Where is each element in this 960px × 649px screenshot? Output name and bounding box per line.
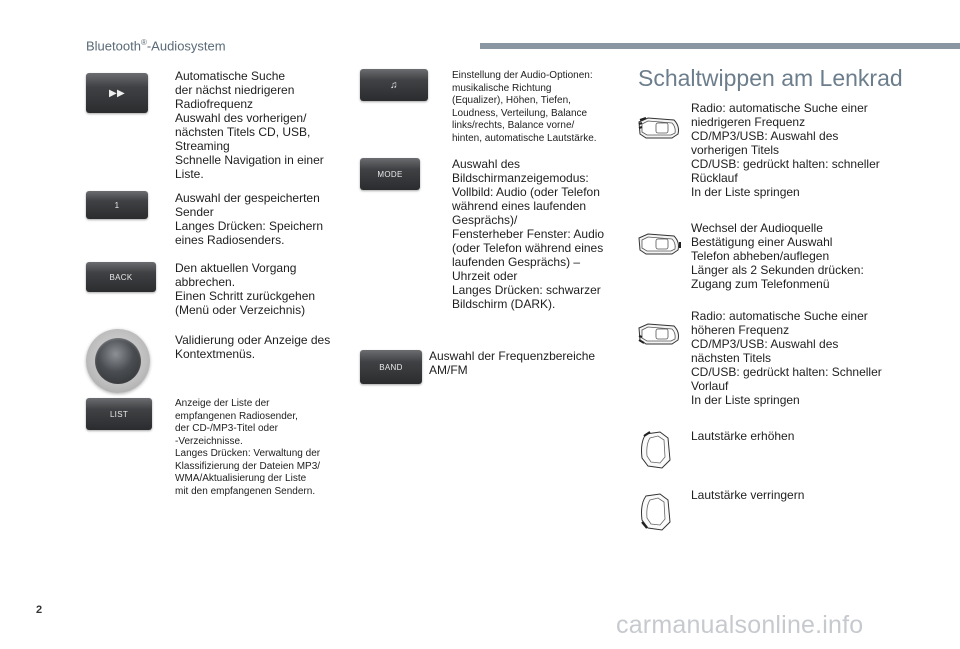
section-header: Bluetooth®-Audiosystem — [86, 38, 226, 54]
preset-description: Auswahl der gespeicherten Sender Langes Drücken: Speichern eines Radiosenders. — [175, 191, 324, 247]
steering-seek-up-description: Radio: automatische Suche einer höheren Frequenz CD/MP3/USB: Auswahl des nächsten Titels CD/USB: gedrückt halten: Schneller Vorlauf In der Liste springen — [691, 309, 882, 407]
audio-options-button: ♫ — [360, 69, 428, 101]
steering-source-icon — [636, 224, 682, 268]
steering-volume-down-description: Lautstärke verringern — [691, 488, 805, 502]
watermark: carmanualsonline.info — [616, 611, 864, 639]
seek-description: Automatische Suche der nächst niedrigeren Radiofrequenz Auswahl des vorherigen/ nächsten Titels CD, USB, Streaming Schnelle Navigation in einer Liste. — [175, 69, 324, 181]
mode-description: Auswahl des Bildschirmanzeigemodus: Vollbild: Audio (oder Telefon während eines laufenden Gesprächs)/ Fensterheber Fenster: Audio (oder Telefon während eines laufenden Gesprächs) – Uhrzeit oder Langes Drücken: schwarzer Bildschirm (DARK). — [452, 157, 605, 311]
seek-forward-button: ▶▶ — [86, 73, 148, 113]
preset-1-button: 1 — [86, 191, 148, 219]
knob-center — [95, 338, 141, 384]
steering-seek-down-description: Radio: automatische Suche einer niedrigeren Frequenz CD/MP3/USB: Auswahl des vorherigen Titels CD/USB: gedrückt halten: schneller Rücklauf In der Liste springen — [691, 101, 880, 199]
band-description: Auswahl der Frequenzbereiche AM/FM — [429, 349, 596, 377]
audio-options-description: Einstellung der Audio-Optionen: musikalische Richtung (Equalizer), Höhen, Tiefen, Loudness, Verteilung, Balance links/rechts, Balance vorne/ hinten, automatische Lautstärke. — [452, 70, 597, 144]
steering-seek-down-icon — [636, 108, 682, 152]
steering-section-title: Schaltwippen am Lenkrad — [638, 65, 903, 91]
steering-volume-up-icon — [636, 428, 682, 472]
knob-description: Validierung oder Anzeige des Kontextmenüs. — [175, 333, 331, 361]
back-button: BACK — [86, 262, 156, 292]
list-button: LIST — [86, 398, 152, 430]
rotary-knob — [86, 329, 150, 393]
band-button: BAND — [360, 350, 422, 384]
list-description: Anzeige der Liste der empfangenen Radiosender, der CD-/MP3-Titel oder -Verzeichnisse. Langes Drücken: Verwaltung der Klassifizierung der Dateien MP3/ WMA/Aktualisierung der Liste mit den empfangenen Sendern. — [175, 398, 321, 497]
steering-volume-up-description: Lautstärke erhöhen — [691, 429, 795, 443]
steering-volume-down-icon — [636, 490, 682, 534]
steering-seek-up-icon — [636, 314, 682, 358]
mode-button: MODE — [360, 158, 420, 190]
back-description: Den aktuellen Vorgang abbrechen. Einen Schritt zurückgehen (Menü oder Verzeichnis) — [175, 261, 316, 317]
header-rule — [480, 43, 960, 49]
page-number: 2 — [36, 604, 43, 616]
steering-source-description: Wechsel der Audioquelle Bestätigung einer Auswahl Telefon abheben/auflegen Länger als 2 Sekunden drücken: Zugang zum Telefonmenü — [691, 221, 864, 291]
